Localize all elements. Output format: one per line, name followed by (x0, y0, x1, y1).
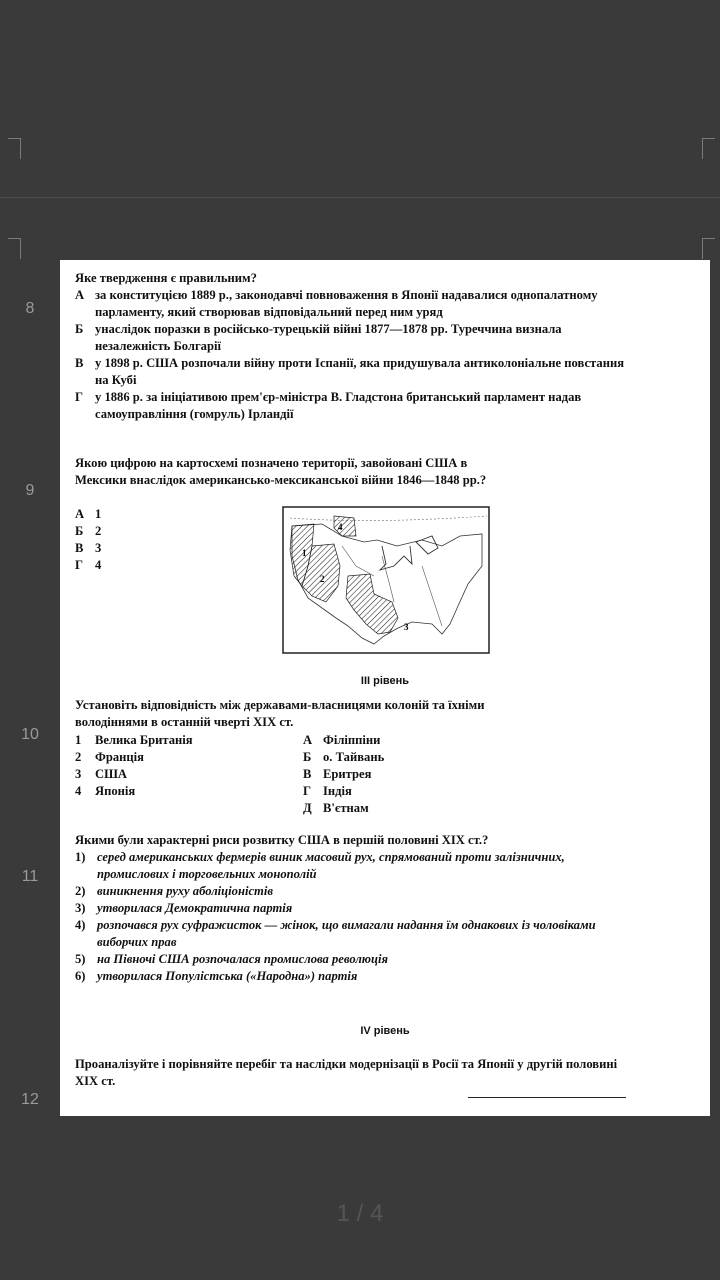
question-11 (75, 832, 630, 985)
option-4[interactable]: 4) розпочався рух суфражисток — жінок, що вимагали надання їм однакових із чоловіками виборчих прав (75, 918, 596, 949)
question-10-matching (75, 732, 630, 817)
colony-item: Г Індія (303, 784, 352, 798)
crop-mark-icon (702, 138, 715, 159)
question-number-12: 12 (21, 1091, 39, 1108)
option-b[interactable]: Б 2 (75, 524, 102, 538)
answer-line (468, 1097, 626, 1098)
map-label-4: 4 (338, 522, 343, 532)
question-9-prompt: Якою цифрою на картосхемі позначено території, завойовані США в Мексики внаслідок американсько-мексиканської війни 1846—1848 рр.? (75, 456, 487, 487)
question-12-prompt: Проаналізуйте і порівняйте перебіг та наслідки модернізації в Росії та Японії у другій половині XIX ст. (75, 1057, 618, 1088)
state-item: 2 Франція (75, 750, 144, 764)
level-4-heading: IV рівень (360, 1025, 410, 1037)
page-indicator: 1 / 4 (336, 1200, 384, 1227)
colony-item: Д В'єтнам (303, 801, 369, 815)
colony-item: В Еритрея (303, 767, 372, 781)
option-b[interactable]: Б унаслідок поразки в російсько-турецькій війні 1877—1878 рр. Туреччина визнала незалежність Болгарії (75, 322, 562, 353)
state-item: 1 Велика Британія (75, 733, 193, 747)
option-1[interactable]: 1) серед американських фермерів виник масовий рух, спрямований проти залізничних, промислових і торговельних монополій (75, 850, 565, 881)
option-a[interactable]: А за конституцією 1889 р., законодавчі повноваження в Японії надавалися однопалатному парламенту, який створював відповідальний перед ним уряд (75, 288, 598, 319)
state-item: 4 Японія (75, 784, 136, 798)
document-page (60, 260, 710, 1116)
viewer-divider (0, 197, 720, 198)
option-g[interactable]: Г 4 (75, 558, 102, 572)
question-number-10: 10 (21, 726, 39, 743)
question-number-9: 9 (25, 482, 35, 499)
option-v[interactable]: В у 1898 р. США розпочали війну проти Іспанії, яка придушувала антиколоніальне повстання на Кубі (75, 356, 625, 387)
state-item: 3 США (75, 767, 128, 781)
question-9-options (75, 506, 195, 574)
question-8 (75, 270, 630, 423)
map-label-2: 2 (320, 574, 325, 584)
map-label-1: 1 (302, 548, 307, 558)
question-8-prompt: Яке твердження є правильним? (75, 271, 257, 285)
option-5[interactable]: 5) на Півночі США розпочалася промислова революція (75, 952, 388, 966)
crop-mark-icon (8, 238, 21, 259)
option-g[interactable]: Г у 1886 р. за ініціативою прем'єр-міністра В. Гладстона британський парламент надав самоуправління (гомруль) Ірландії (75, 390, 582, 421)
crop-mark-icon (702, 238, 715, 259)
question-number-8: 8 (25, 300, 35, 317)
option-2[interactable]: 2) виникнення руху аболіціоністів (75, 884, 273, 898)
colony-item: Б о. Тайвань (303, 750, 385, 764)
option-3[interactable]: 3) утворилася Демократична партія (75, 901, 293, 915)
map-label-3: 3 (404, 622, 409, 632)
us-map-schematic (282, 506, 490, 654)
colony-item: А Філіппіни (303, 733, 381, 747)
states-column (75, 732, 303, 817)
level-3-heading: III рівень (360, 675, 410, 687)
question-number-11: 11 (21, 868, 39, 885)
colonies-column (303, 732, 531, 817)
option-v[interactable]: В 3 (75, 541, 102, 555)
question-11-prompt: Якими були характерні риси розвитку США в першій половині XIX ст.? (75, 833, 489, 847)
question-10-prompt: Установіть відповідність між державами-власницями колоній та їхніми володіннями в останній чверті XIX ст. (75, 698, 485, 729)
crop-mark-icon (8, 138, 21, 159)
option-a[interactable]: А 1 (75, 507, 102, 521)
option-6[interactable]: 6) утворилася Популістська («Народна») партія (75, 969, 358, 983)
viewer-top-area (0, 0, 720, 198)
